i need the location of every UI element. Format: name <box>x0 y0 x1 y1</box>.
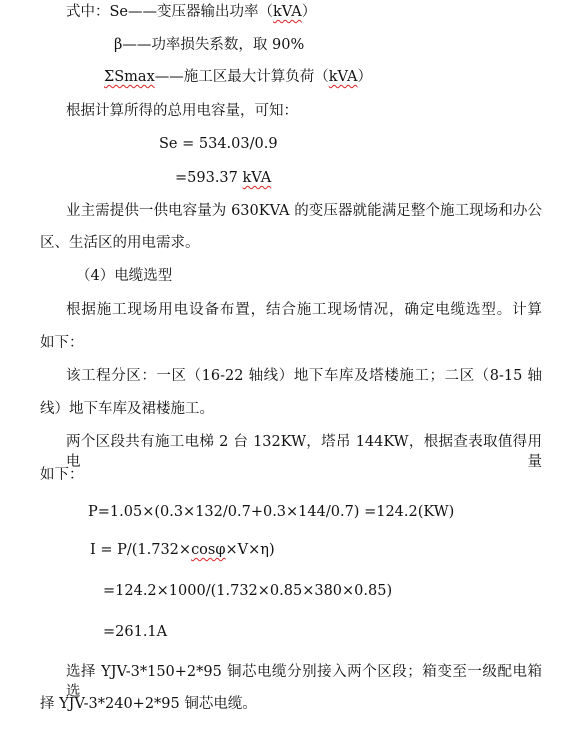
load-line1: 两个区段共有施工电梯 2 台 132KW，塔吊 144KW，根据查表取值得用电量 <box>66 434 542 470</box>
conclusion-line1: 选择 YJV-3*150+2*95 铜芯电缆分别接入两个区段；箱变至一级配电箱选 <box>66 664 542 700</box>
se-result-line <box>175 168 271 188</box>
cos-phi-term: cosφ <box>191 542 226 558</box>
supply-paragraph-line2: 区、生活区的用电需求。 <box>40 235 200 251</box>
beta-definition-line: β——功率损失系数，取 90% <box>114 37 305 53</box>
zones-line1: 该工程分区：一区（16-22 轴线）地下车库及塔楼施工；二区（8-15 轴 <box>66 368 542 384</box>
load-line2: 如下： <box>40 467 84 483</box>
current-substitution: =124.2×1000/(1.732×0.85×380×0.85) <box>103 583 393 599</box>
se-unit: kVA <box>273 4 302 20</box>
cable-intro-line2: 如下： <box>40 335 84 351</box>
smax-unit: kVA <box>328 69 358 85</box>
se-definition-line <box>66 2 316 22</box>
current-formula <box>90 540 275 560</box>
section-heading: （4）电缆选型 <box>76 268 173 284</box>
power-formula: P=1.05×(0.3×132/0.7+0.3×144/0.7) =124.2(KW) <box>88 504 455 520</box>
current-formula-prefix: I = P/(1.732× <box>90 542 192 558</box>
current-result: =261.1A <box>103 624 168 640</box>
cable-intro-line1: 根据施工现场用电设备布置，结合施工现场情况，确定电缆选型。计算 <box>66 302 542 318</box>
se-result-value: =593.37 <box>175 170 243 186</box>
se-formula: Se = 534.03/0.9 <box>159 136 278 152</box>
zones-line2: 线）地下车库及裙楼施工。 <box>40 401 214 417</box>
se-definition-text: 式中：Se——变压器输出功率（ <box>66 4 274 20</box>
supply-paragraph-line1: 业主需提供一供电容量为 630KVA 的变压器就能满足整个施工现场和办公 <box>66 203 542 219</box>
conclusion-line2: 择 YJV-3*240+2*95 铜芯电缆。 <box>40 696 257 712</box>
smax-symbol: ΣSmax <box>104 69 155 85</box>
current-formula-suffix: ×V×η) <box>225 542 275 558</box>
total-capacity-intro: 根据计算所得的总用电容量，可知： <box>66 103 298 119</box>
se-definition-close: ） <box>301 4 317 20</box>
se-result-unit: kVA <box>242 170 272 186</box>
smax-definition-close: ） <box>357 69 373 85</box>
smax-definition-text: ——施工区最大计算负荷（ <box>154 69 329 85</box>
smax-definition-line <box>104 67 372 87</box>
